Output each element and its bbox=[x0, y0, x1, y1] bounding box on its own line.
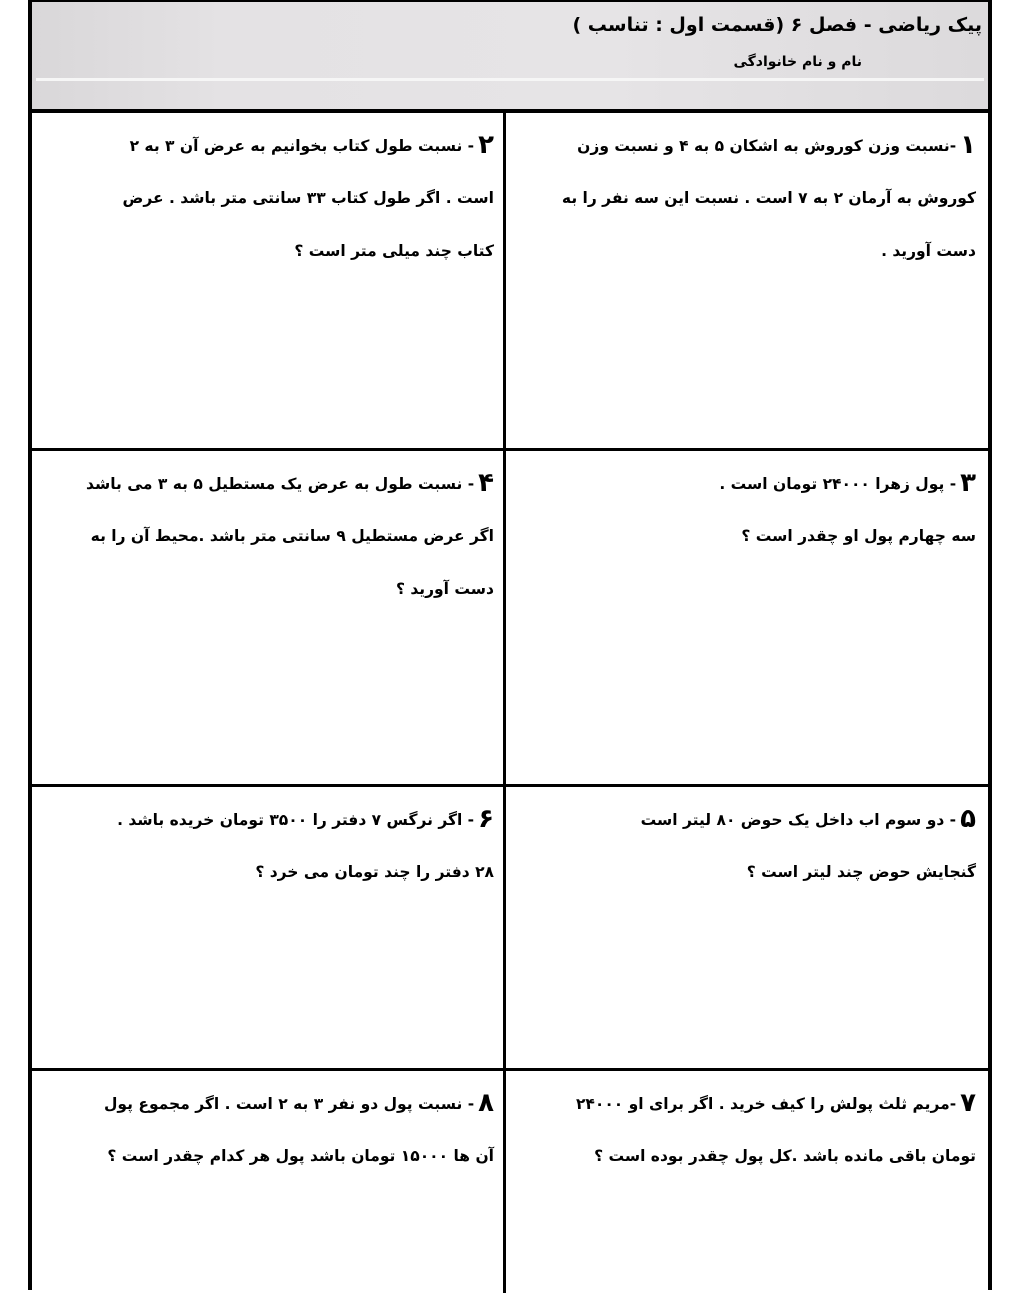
question-line bbox=[44, 457, 494, 510]
question-line: آن ها ۱۵۰۰۰ تومان باشد پول هر کدام چقدر است ؟ bbox=[107, 1147, 494, 1165]
question-text: - پول زهرا ۲۴۰۰۰ تومان است . bbox=[719, 475, 957, 493]
question-text: -مریم ثلث پولش را کیف خرید . اگر برای او ۲۴۰۰۰ bbox=[575, 1095, 957, 1113]
question-text: - نسبت طول کتاب بخوانیم به عرض آن ۳ به ۲ bbox=[129, 137, 475, 155]
question-line bbox=[512, 119, 976, 172]
question-line: دست آورید . bbox=[881, 242, 976, 260]
question-number: ۶ bbox=[478, 804, 494, 834]
question-line bbox=[512, 457, 976, 510]
question-line bbox=[44, 1077, 494, 1130]
question-3 bbox=[512, 451, 976, 563]
question-number: ۴ bbox=[478, 468, 494, 498]
question-number: ۱ bbox=[960, 130, 976, 160]
question-8 bbox=[44, 1071, 494, 1183]
question-line: گنجایش حوض چند لیتر است ؟ bbox=[746, 863, 976, 881]
question-line: سه چهارم پول او چقدر است ؟ bbox=[741, 527, 976, 545]
question-text: - دو سوم اب داخل یک حوض ۸۰ لیتر است bbox=[640, 811, 957, 829]
question-1 bbox=[512, 113, 976, 278]
question-2 bbox=[44, 113, 494, 278]
question-number: ۲ bbox=[478, 130, 494, 160]
question-line bbox=[512, 793, 976, 846]
question-7 bbox=[512, 1071, 976, 1183]
worksheet-title: پیک ریاضی - فصل ۶ (قسمت اول : تناسب ) bbox=[572, 14, 982, 36]
question-number: ۸ bbox=[478, 1088, 494, 1118]
question-text: - اگر نرگس ۷ دفتر را ۳۵۰۰ تومان خریده باشد . bbox=[117, 811, 475, 829]
question-line: کتاب چند میلی متر است ؟ bbox=[294, 242, 494, 260]
question-line: اگر عرض مستطیل ۹ سانتی متر باشد .محیط آن را به bbox=[90, 527, 494, 545]
question-text: -نسبت وزن کوروش به اشکان ۵ به ۴ و نسبت وزن bbox=[577, 137, 957, 155]
column-divider bbox=[503, 113, 506, 1293]
question-number: ۷ bbox=[960, 1088, 976, 1118]
question-number: ۵ bbox=[960, 804, 976, 834]
question-number: ۳ bbox=[960, 468, 976, 498]
question-line: ۲۸ دفتر را چند تومان می خرد ؟ bbox=[255, 863, 494, 881]
question-text: - نسبت طول به عرض یک مستطیل ۵ به ۳ می باشد bbox=[86, 475, 475, 493]
question-line bbox=[512, 1077, 976, 1130]
question-line bbox=[44, 793, 494, 846]
question-line: دست آورید ؟ bbox=[395, 580, 494, 598]
question-6 bbox=[44, 787, 494, 899]
question-line: تومان باقی مانده باشد .کل پول چقدر بوده است ؟ bbox=[594, 1147, 976, 1165]
worksheet bbox=[28, 0, 992, 1290]
student-name-label: نام و نام خانوادگی bbox=[733, 54, 862, 70]
question-line: کوروش به آرمان ۲ به ۷ است . نسبت این سه نفر را به bbox=[561, 189, 976, 207]
question-line: است . اگر طول کتاب ۳۳ سانتی متر باشد . عرض bbox=[122, 189, 494, 207]
questions-grid bbox=[32, 113, 988, 1293]
worksheet-header bbox=[32, 2, 988, 113]
question-5 bbox=[512, 787, 976, 899]
question-text: - نسبت پول دو نفر ۳ به ۲ است . اگر مجموع پول bbox=[103, 1095, 475, 1113]
question-4 bbox=[44, 451, 494, 616]
question-line bbox=[44, 119, 494, 172]
